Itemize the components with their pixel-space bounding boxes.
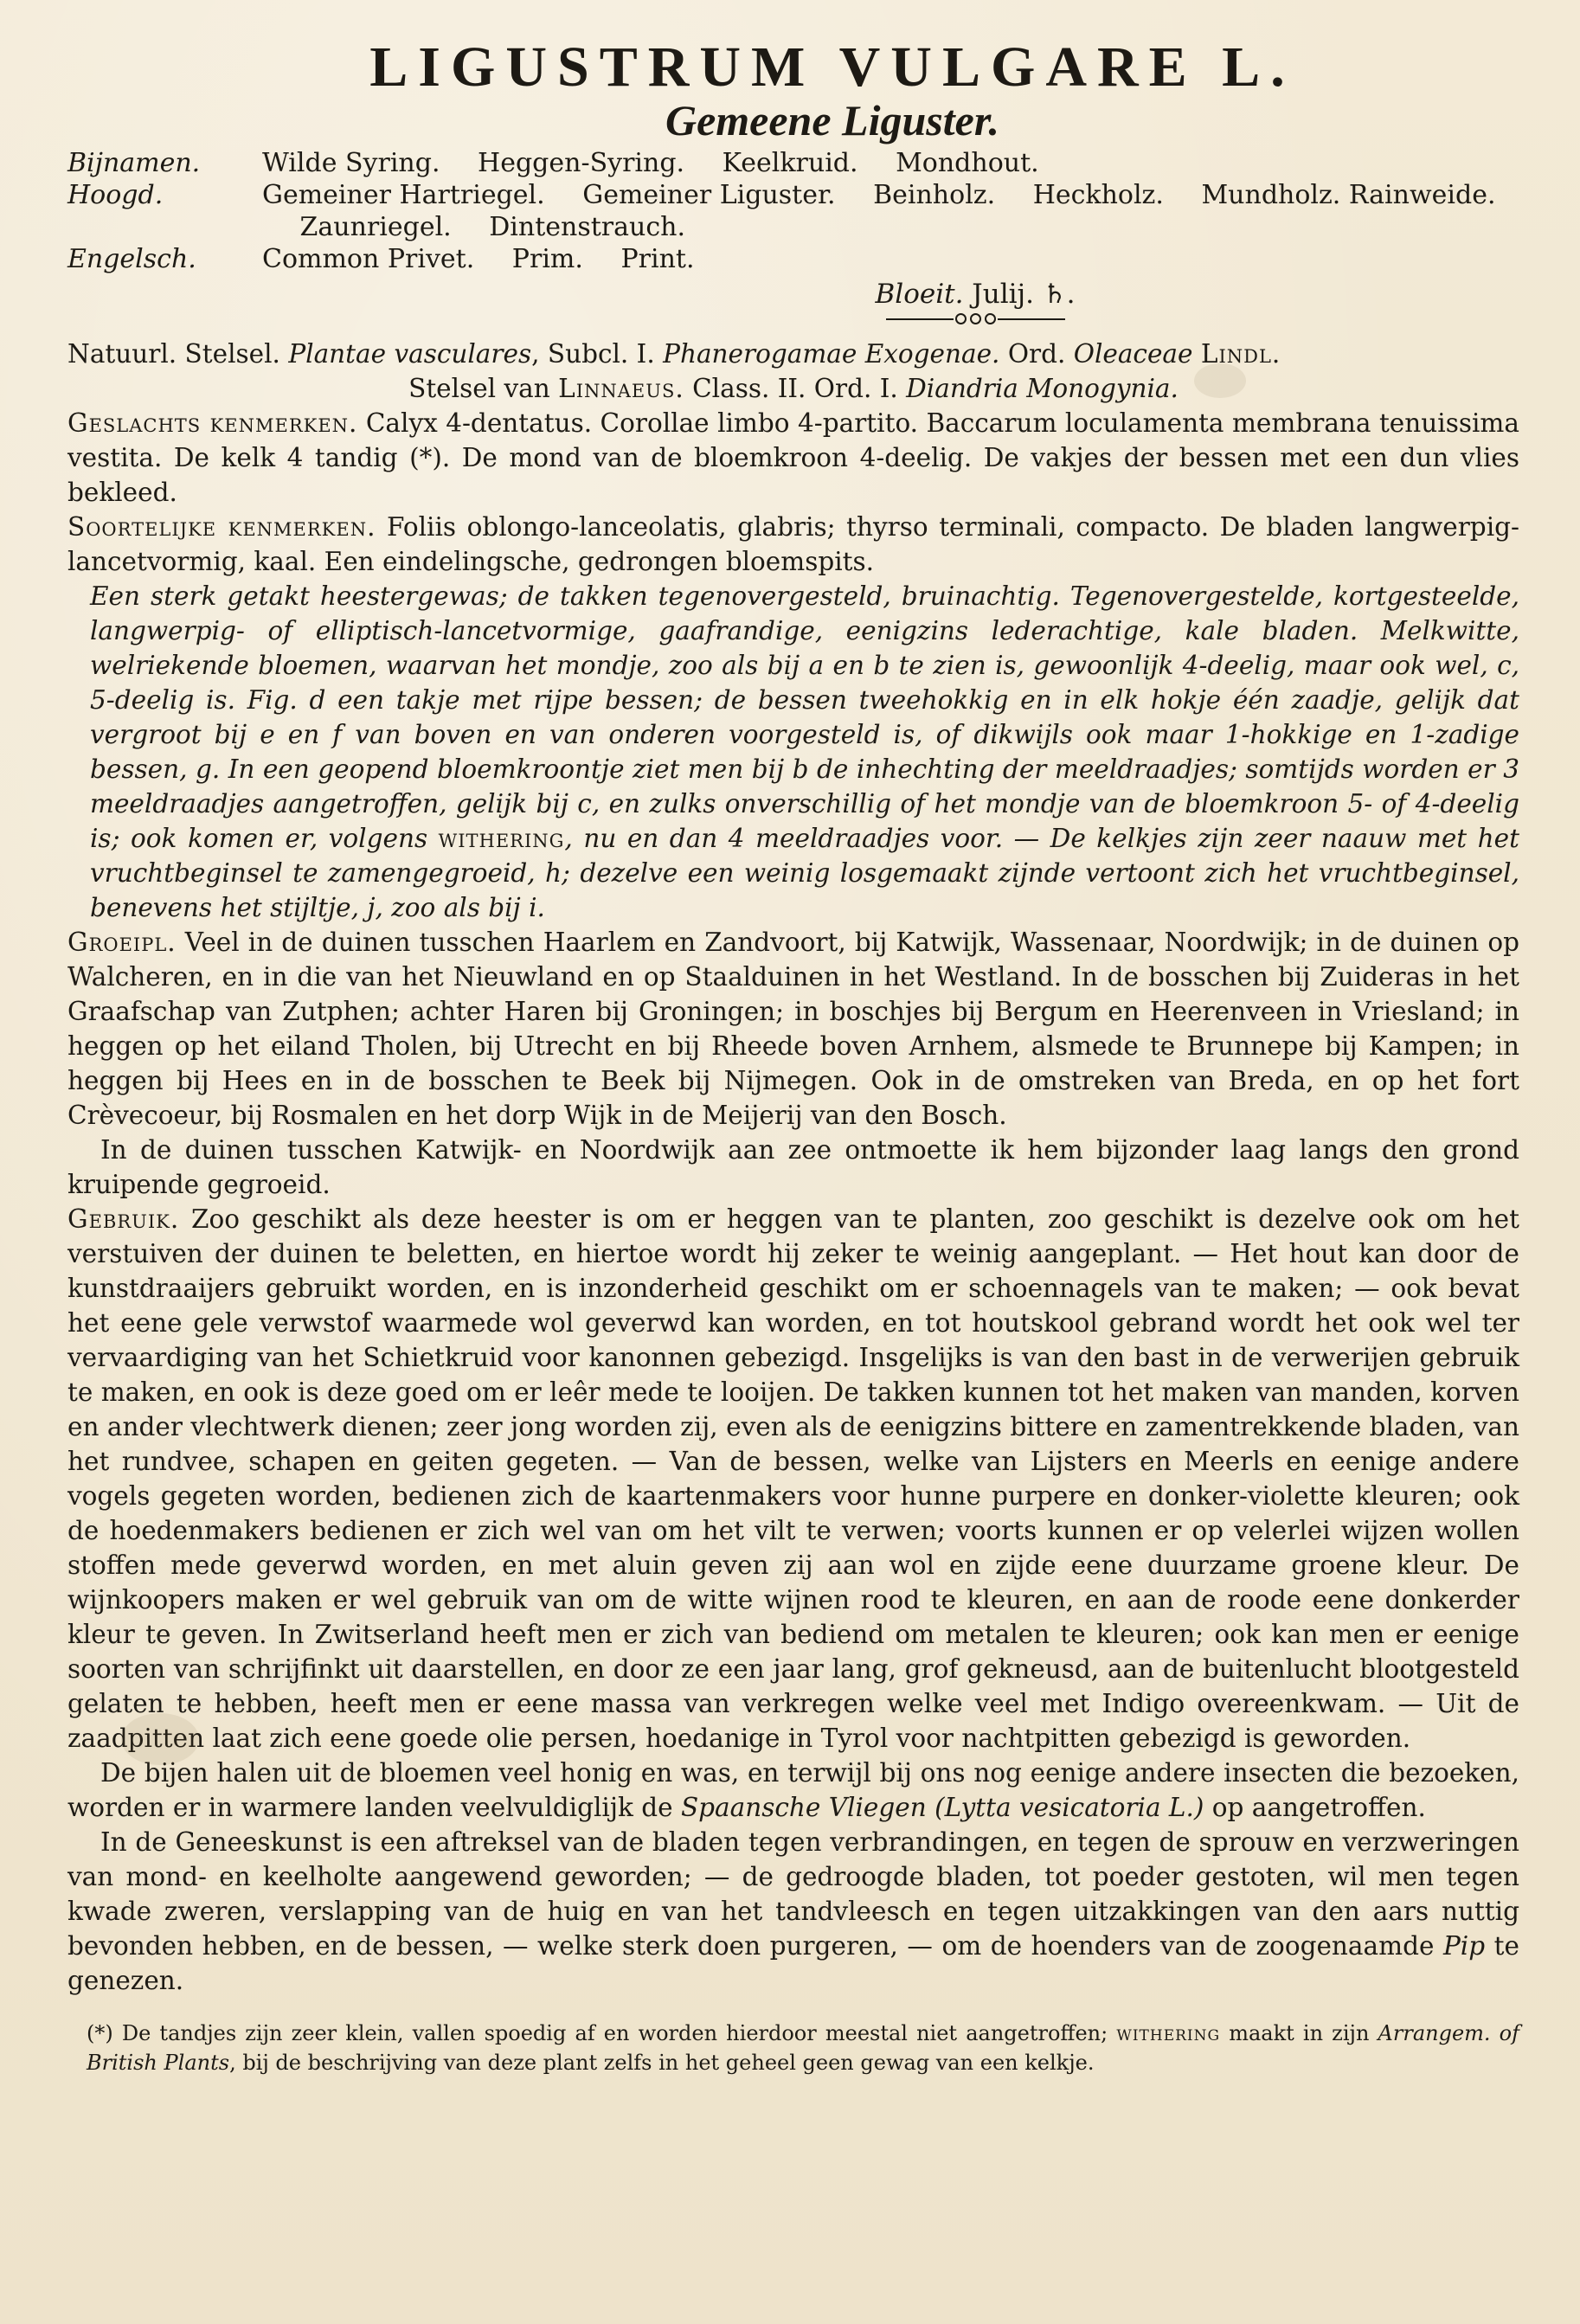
habitat-note: In de duinen tusschen Katwijk- en Noordwijk aan zee ontmoette ik hem bijzonder laag langs den grond kruipende gegroeid. <box>67 1135 1519 1199</box>
usage-text: De bijen halen uit de bloemen veel honig en was, en terwijl bij ons nog eenige andere insecten die bezoeken, worden er in warmere landen veelvuldiglijk de <box>67 1758 1519 1822</box>
name-value: Mundholz. <box>1201 180 1341 210</box>
footnote-text: (*) De tandjes zijn zeer klein, vallen spoedig af en worden hierdoor meestal niet aangetroffen; <box>87 2021 1108 2045</box>
usage-text: te genezen. <box>67 1931 1519 1995</box>
usage-text: Spaansche Vliegen (Lytta vesicatoria L.) <box>680 1793 1204 1822</box>
author-name: withering <box>1116 2021 1221 2045</box>
name-value: Heckholz. <box>1032 180 1164 210</box>
stelsel-line-2 <box>67 371 1519 406</box>
usage-bees <box>67 1756 1519 1825</box>
description-text: , nu en dan 4 meeldraadjes voor. — De kelkjes zijn zeer naauw met het vruchtbeginsel te zamengegroeid, h; dezelve een weinig losgemaakt zijnde vertoont zich het vruchtbeginsel, benevens het stijltje, j, zoo als bij i. <box>90 824 1519 922</box>
book-title: Arrangem. of British Plants <box>87 2021 1520 2075</box>
stelsel-text: Stelsel van <box>408 374 550 403</box>
stelsel-text: , Subcl. I. <box>531 339 655 369</box>
species-text: Foliis oblongo-lanceolatis, glabris; thyrso terminali, compacto. De bladen langwerpig-lancetvormig, kaal. Een eindelingsche, gedrongen bloemspits. <box>67 512 1519 576</box>
names-label: Engelsch. <box>67 244 196 274</box>
names-row-engelsch <box>67 243 1519 275</box>
names-row-bijnamen <box>67 147 1519 179</box>
name-value: Prim. <box>511 244 583 274</box>
paper-stain <box>121 1713 199 1765</box>
usage-text: Zoo geschikt als deze heester is om er heggen van te planten, zoo geschikt is dezelve ook om het verstuiven der duinen te beletten, en hiertoe wordt hij zeker te weinig aangeplant. — Het hout kan door de kunstdraaijers gebruikt worden, en is inzonderheid geschikt om er schoennagels van te maken; — ook bevat het eene gele verwstof waarmede wol geverwd kan worden, en tot houtskool gebrand wordt het ook wel ter vervaardiging van het Schietkruid voor kanonnen gebezigd. Insgelijks is van den bast in de verwerijen gebruik te maken, en ook is deze goed om er leêr mede te looijen. De takken kunnen tot het maken van manden, korven en ander vlechtwerk dienen; zeer jong worden zij, even als de eenigzins bittere en zamentrekkende bladen, van het rundvee, schapen en geiten gegeten. — Van de bessen, welke van Lijsters en Meerls en eenige andere vogels gegeten worden, bedienen zich de kaartenmakers voor hunne purpere en donker-violette kleuren; ook de hoedenmakers bedienen er zich wel van om het vilt te verwen; voorts kunnen er op velerlei wijzen wollen stoffen mede geverwd worden, en met aluin geven zij aan wol en zijde eene duurzame groene kleur. De wijnkoopers maken er wel gebruik van om de witte wijnen rood te kleuren, en aan de roode eene donkerder kleur te geven. In Zwitserland heeft men er zich van bediend om metalen te kleuren; ook kan men er eenige soorten van schrijfinkt uit daarstellen, en door ze een jaar lang, grof gekneusd, aan de buitenlucht blootgesteld gelaten te hebben, heeft men er eene massa van verkregen welke veel met Indigo overeenkwam. — Uit de zaadpitten laat zich eene goede olie persen, hoedanige in Tyrol voor nachtpitten gebezigd is geworden. <box>67 1204 1519 1753</box>
name-value: Wilde Syring. <box>262 148 440 178</box>
name-value: Zaunriegel. <box>299 212 452 242</box>
flowering-line <box>431 277 1519 311</box>
stelsel-text: Lindl. <box>1200 339 1281 369</box>
genus-label: Geslachts kenmerken. <box>67 408 358 438</box>
species-label: Soortelijke kenmerken. <box>67 512 376 542</box>
habitat <box>67 925 1519 1133</box>
footnote-text: , bij de beschrijving van deze plant zelfs in het geheel geen gewag van een kelkje. <box>229 2051 1095 2075</box>
usage-label: Gebruik. <box>67 1204 180 1234</box>
stelsel-text: Class. II. Ord. I. <box>692 374 898 403</box>
habitat-text: Veel in de duinen tusschen Haarlem en Zandvoort, bij Katwijk, Wassenaar, Noordwijk; in de duinen op Walcheren, en in die van het Nieuwland en op Staalduinen in het Westland. In de bosschen bij Zuideras in het Graafschap van Zutphen; achter Haren bij Groningen; in boschjes bij Bergum en Heerenveen in Vriesland; in heggen op het eiland Tholen, bij Utrecht en bij Rheede boven Arnhem, alsmede te Brunnepe bij Kampen; in heggen bij Hees en in de bosschen te Beek bij Nijmegen. Ook in de omstreken van Breda, en op het fort Crèvecoeur, bij Rosmalen en het dorp Wijk in de Meijerij van den Bosch. <box>67 928 1519 1130</box>
usage-text: op aangetroffen. <box>1211 1793 1426 1822</box>
name-value: Gemeiner Hartriegel. <box>262 180 545 210</box>
stelsel-text: Plantae vasculares <box>288 339 532 369</box>
page-title: LIGUSTRUM VULGARE L. <box>369 35 1295 99</box>
names-values <box>262 243 1519 275</box>
page-subtitle: Gemeene Liguster. <box>665 96 1000 144</box>
names-values <box>262 147 1519 179</box>
shrub-symbol: ♄. <box>1042 279 1076 310</box>
name-value: Common Privet. <box>262 244 475 274</box>
habitat-label: Groeipl. <box>67 928 177 957</box>
name-value: Beinholz. <box>873 180 996 210</box>
genus-text: Calyx 4-dentatus. Corollae limbo 4-partito. Baccarum loculamenta membrana tenuissima vestita. De kelk 4 tandig (*). De mond van de bloemkroon 4-deelig. De vakjes der bessen met een dun vlies bekleed. <box>67 408 1519 507</box>
stelsel-text: Phanerogamae Exogenae. <box>663 339 1000 369</box>
name-value: Gemeiner Liguster. <box>582 180 836 210</box>
names-row-hoogd <box>67 179 1519 243</box>
usage-medicine <box>67 1825 1519 1998</box>
stelsel-text: Diandria Monogynia. <box>906 374 1179 403</box>
stelsel-text: Natuurl. Stelsel. <box>67 339 280 369</box>
name-value: Print. <box>620 244 695 274</box>
usage-text: In de Geneeskunst is een aftreksel van de bladen tegen verbrandingen, en tegen de sprouw en verzweringen van mond- en keelholte aangewend geworden; — de gedroogde bladen, tot poeder gestoten, wil men tegen kwade zweren, verslapping van de huig en van het tandvleesch en tegen uitzakkingen van den aars nuttig bevonden hebben, en de bessen, — welke sterk doen purgeren, — om de hoenders van de zoogenaamde <box>67 1827 1519 1961</box>
flowering-label: Bloeit. <box>875 279 964 310</box>
usage <box>67 1202 1519 1756</box>
names-label: Bijnamen. <box>67 148 201 178</box>
name-value: Rainweide. <box>1348 180 1496 210</box>
stelsel-line-1 <box>67 337 1519 371</box>
name-value: Mondhout. <box>896 148 1039 178</box>
genus-characters <box>67 406 1519 510</box>
description-text: Een sterk getakt heestergewas; de takken tegenovergesteld, bruinachtig. Tegenovergestelde, kortgesteelde, langwerpig- of elliptisch-lancetvormige, gaafrandige, eenigzins lederachtige, kale bladen. Melkwitte, welriekende bloemen, waarvan het mondje, zoo als bij a en b te zien is, gewoonlijk 4-deelig, maar ook wel, c, 5-deelig is. Fig. d een takje met rijpe bessen; de bessen tweehokkig en in elk hokje één zaadje, gelijk dat vergroot bij e en f van boven en van onderen voorgesteld is, of dikwijls ook maar 1-hokkige en 1-zadige bessen, g. In een geopend bloemkroontje ziet men bij b de inhechting der meeldraadjes; somtijds worden er 3 meeldraadjes aangetroffen, gelijk bij c, en zulks onverschillig of het mondje van de bloemkroon 5- of 4-deelig is; ook komen er, volgens <box>90 581 1519 853</box>
name-value: Dintenstrauch. <box>489 212 686 242</box>
name-value: Heggen-Syring. <box>478 148 685 178</box>
paper-stain <box>1194 363 1246 398</box>
stelsel-text: Ord. <box>1007 339 1066 369</box>
stelsel-text: Oleaceae <box>1073 339 1193 369</box>
species-characters <box>67 510 1519 579</box>
name-value: Keelkruid. <box>722 148 858 178</box>
footnote-text: maakt in zijn <box>1229 2021 1370 2045</box>
ornament-divider <box>431 313 1519 324</box>
author-name: withering <box>438 824 565 853</box>
names-block <box>67 147 1519 275</box>
usage-text: Pip <box>1442 1931 1486 1961</box>
flowering-month: Julij. <box>972 279 1034 310</box>
names-label: Hoogd. <box>67 180 164 210</box>
footnote <box>67 2019 1519 2077</box>
description <box>67 579 1519 925</box>
stelsel-text: Linnaeus. <box>558 374 684 403</box>
article-body <box>67 337 1519 1998</box>
names-values <box>262 179 1519 243</box>
